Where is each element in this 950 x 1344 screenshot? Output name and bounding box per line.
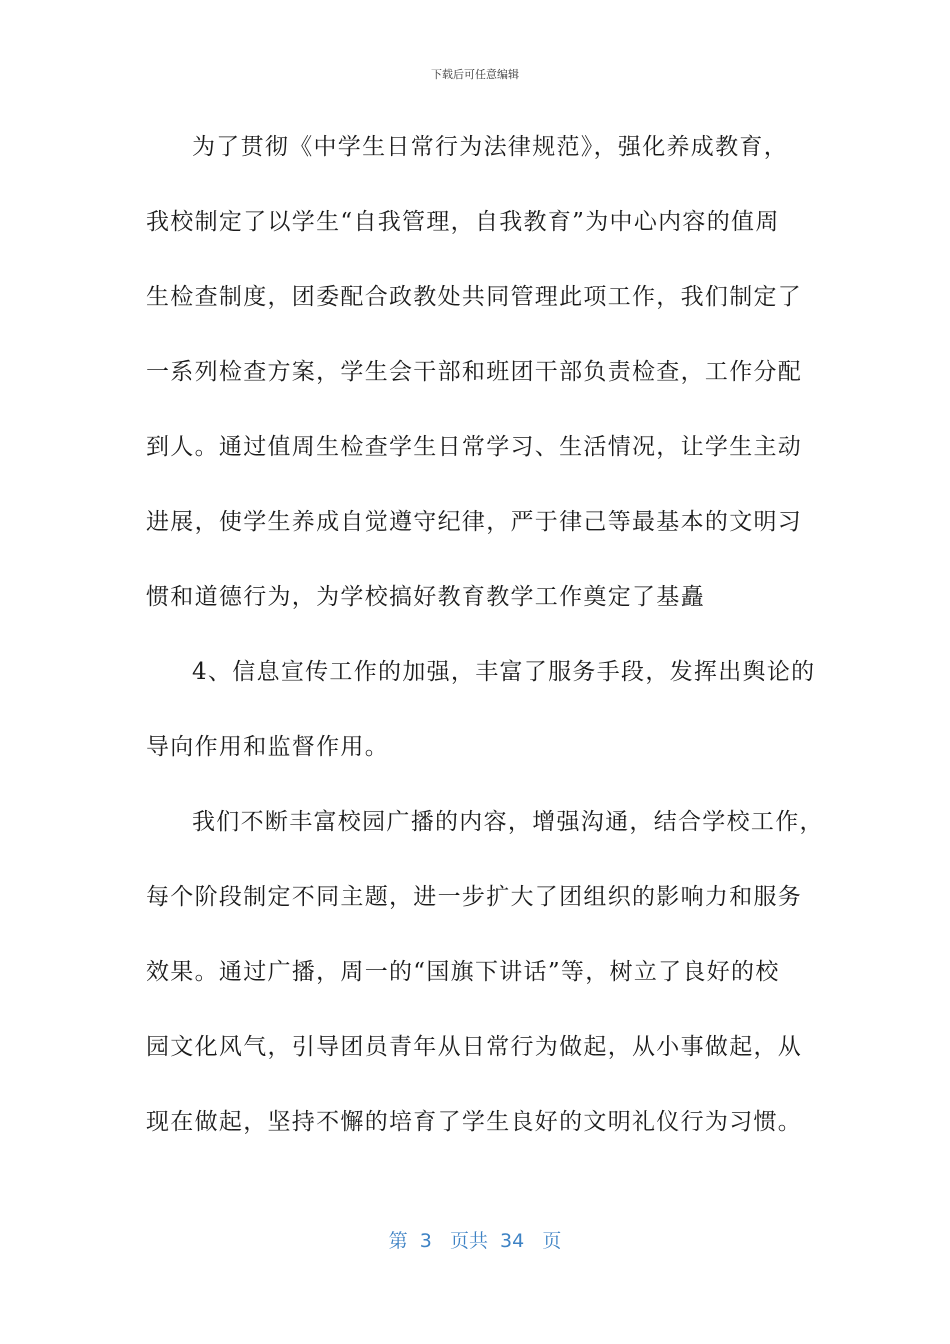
text-line: 进展，使学生养成自觉遵守纪律，严于律己等最基本的文明习 <box>146 509 803 535</box>
text-line: 效果。通过广播，周一的“国旗下讲话”等，树立了良好的校 <box>146 959 780 985</box>
document-body <box>146 127 824 1177</box>
text-line: 到人。通过值周生检查学生日常学习、生活情况，让学生主动 <box>146 434 803 460</box>
text-line: 生检查制度，团委配合政教处共同管理此项工作，我们制定了 <box>146 284 803 310</box>
text-line: 4、信息宣传工作的加强，丰富了服务手段，发挥出舆论的 <box>192 659 816 685</box>
text-line: 惯和道德行为，为学校搞好教育教学工作奠定了基矗 <box>146 584 705 610</box>
paragraph-3 <box>146 802 824 1177</box>
page-number-footer: 第 3 页共 34 页 <box>388 1230 562 1252</box>
text-line: 现在做起，坚持不懈的培育了学生良好的文明礼仪行为习惯。 <box>146 1109 803 1135</box>
paragraph-1 <box>146 127 806 652</box>
text-line: 为了贯彻《中学生日常行为法律规范》，强化养成教育， <box>192 134 788 160</box>
text-line: 一系列检查方案，学生会干部和班团干部负责检查，工作分配 <box>146 359 803 385</box>
text-line: 我校制定了以学生“自我管理，自我教育”为中心内容的值周 <box>146 209 780 235</box>
text-line: 我们不断丰富校园广播的内容，增强沟通，结合学校工作， <box>192 809 824 835</box>
text-line: 导向作用和监督作用。 <box>146 734 389 760</box>
text-line: 每个阶段制定不同主题，进一步扩大了团组织的影响力和服务 <box>146 884 803 910</box>
paragraph-2 <box>146 652 816 802</box>
page-header: 下载后可任意编辑 <box>431 68 519 81</box>
text-line: 园文化风气，引导团员青年从日常行为做起，从小事做起，从 <box>146 1034 803 1060</box>
